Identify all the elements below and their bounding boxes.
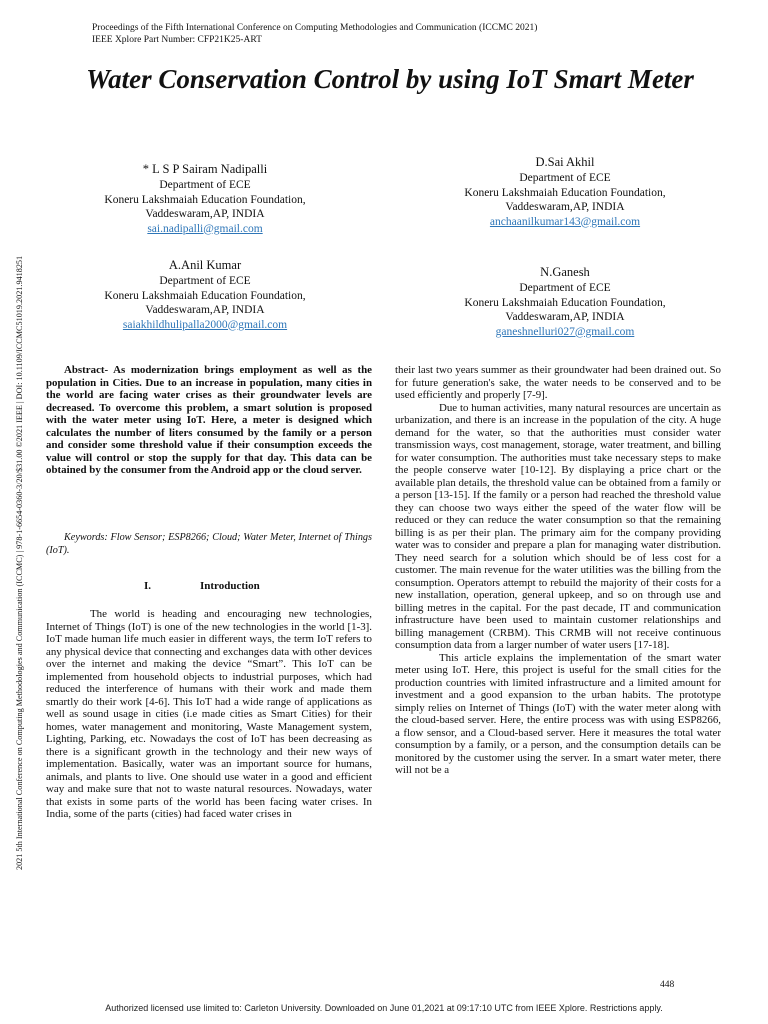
abstract-text: Abstract- As modernization brings employment as well as the population in Cities. Due to an increase in population, many cities in the world are facing water crises as their groundwater levels are decreased. To overcome this problem, a smart solution is proposed with the water meter using IoT. Here, a meter is designed which calculates the number of liters consumed by the family or a person and consider some threshold value if their consumption exceeds the value will control or stop the supply for that day. This data can be obtained by the consumer from the Android app or the cloud server. xyxy=(46,364,372,476)
author-org: Koneru Lakshmaiah Education Foundation, xyxy=(104,193,306,206)
section-number: I. xyxy=(144,580,152,592)
body-paragraph: their last two years summer as their groundwater had been drained out. So for future generation's sake, the water needs to be conserved and to be used efficiently and properly [7-9]. xyxy=(395,364,721,401)
author-org: Koneru Lakshmaiah Education Foundation, xyxy=(104,289,306,302)
body-paragraph: This article explains the implementation of the smart water meter using IoT. Here, this project is useful for the small cities for the production countries with limited infrastructure and a limited amount for investment and a good expansion to the urban habits. The prototype simply relies on Internet of Things (IoT) with the water meter along with the cloud-based server. Here, the entire process was with using ESP8266, a flow sensor, and a Cloud-based server. Here it measures the total water consumption by a family, or a person, and the consumption details can be monitored by the customer using the server. In a smart water meter, there will not be a xyxy=(395,651,721,776)
author-dept: Department of ECE xyxy=(519,172,611,184)
author-name: N.Ganesh xyxy=(540,265,590,279)
author-email-link[interactable]: sai.nadipalli@gmail.com xyxy=(147,222,263,235)
author-place: Vaddeswaram,AP, INDIA xyxy=(145,304,265,316)
section-title: Introduction xyxy=(200,580,260,592)
author-email-link[interactable]: ganeshnelluri027@gmail.com xyxy=(495,325,635,338)
author-name: * L S P Sairam Nadipalli xyxy=(142,162,268,176)
keywords-text: Keywords: Flow Sensor; ESP8266; Cloud; Water Meter, Internet of Things (IoT). xyxy=(46,532,372,556)
author-place: Vaddeswaram,AP, INDIA xyxy=(505,311,625,323)
author-org: Koneru Lakshmaiah Education Foundation, xyxy=(464,296,666,309)
author-place: Vaddeswaram,AP, INDIA xyxy=(145,208,265,220)
author-block-1 xyxy=(55,160,355,236)
author-email-link[interactable]: saiakhildhulipalla2000@gmail.com xyxy=(122,318,288,331)
paper-title: Water Conservation Control by using IoT Smart Meter xyxy=(86,64,694,94)
abstract xyxy=(46,364,372,477)
right-column-body xyxy=(395,364,721,777)
author-block-3 xyxy=(55,256,355,332)
author-email-link[interactable]: anchaanilkumar143@gmail.com xyxy=(489,215,641,228)
body-paragraph: The world is heading and encouraging new technologies, Internet of Things (IoT) is one of the new technologies in the world [1-3]. IoT made human life much easier in different ways, the term IoT refers to any physical device that connecting and exchanges data with other devices over the internet and making the device “Smart”. This IoT can be implemented from household objects to industrial purposes, which had reduced the interference of humans with their work and made them smartly do their work [4-6]. This IoT had a wide range of applications as well as sound usage in cities (i.e made cities as Smart Cities) for their homes, water management and monitoring, Waste Management system, Lighting, Parking, etc. Nowadays the cost of IoT has been decreasing as there is a significant growth in the technology and their new ways of implementation. Basically, water was an important source for humans, animals, and plants to live. One should use water in a good and efficient way and make sure that not to waste natural resources. Nowadays, water that exists in some parts of the world has been facing water crises. In India, some of the parts (cities) had faced water crises in xyxy=(46,608,372,820)
author-dept: Department of ECE xyxy=(159,179,251,191)
page-number: 448 xyxy=(660,980,675,990)
part-number-line: IEEE Xplore Part Number: CFP21K25-ART xyxy=(92,35,262,45)
side-doi-identifier: 2021 5th International Conference on Computing Methodologies and Communication (ICCMC) | 978-1-6654-0360-3/20/$31.00 ©2021 IEEE | DOI: 10.1109/ICCMC51019.2021.9418251 xyxy=(15,255,24,870)
left-column-body xyxy=(46,608,372,821)
author-dept: Department of ECE xyxy=(159,275,251,287)
author-dept: Department of ECE xyxy=(519,282,611,294)
body-paragraph: Due to human activities, many natural resources are uncertain as urbanization, and there is an increase in the population of the city. A huge demand for the water, so that the authorities must consider water transmission ways, cost management, storage, water treatment, and billing for water consumption. The authorities must take necessary steps to make the people conserve water [10-12]. By displaying a price chart or the available plan details, the threshold value can be obtained from a family or a person [13-15]. If the family or a person had reached the threshold value they can choose two ways either the speed of the water flow will be reduced or they can reduce the water consumption so that the remaining billing is as per their plan. The primary aim for the company providing water was to consider and prepare a plan for managing water distribution. They need search for a solution which should be of less cost for a customer. The main revenue for the water utilities was the billing from the consumption. Operators attempt to rebuild the majority of their costs for a new installation, operation, general upkeep, and so on through use and billing metres in the capital. For the past decade, IT and communication infrastructure have been used to maintain customer relationships and billing management (CRBM). This CRMB will not receive continuous consumption data from a larger number of water users [17-18]. xyxy=(395,401,721,651)
author-block-4 xyxy=(415,263,715,339)
author-place: Vaddeswaram,AP, INDIA xyxy=(505,201,625,213)
license-footer: Authorized licensed use limited to: Carleton University. Downloaded on June 01,2021 at 09:17:10 UTC from IEEE Xplore. Restrictions apply. xyxy=(105,1003,663,1013)
keywords xyxy=(46,532,372,557)
author-block-2 xyxy=(415,153,715,229)
author-org: Koneru Lakshmaiah Education Foundation, xyxy=(464,186,666,199)
proceedings-line: Proceedings of the Fifth International Conference on Computing Methodologies and Communication (ICCMC 2021) xyxy=(92,23,538,33)
author-name: D.Sai Akhil xyxy=(535,155,595,169)
proceedings-header xyxy=(92,22,537,46)
author-name: A.Anil Kumar xyxy=(168,258,242,272)
